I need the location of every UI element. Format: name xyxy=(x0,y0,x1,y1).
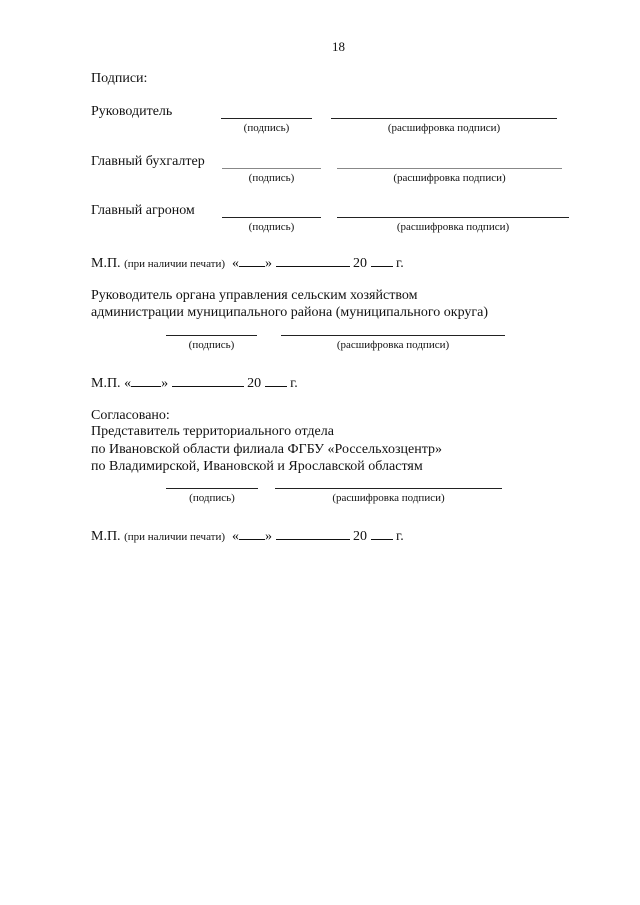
role-head-label: Руководитель xyxy=(91,104,173,119)
year-blank xyxy=(371,527,393,540)
year-blank xyxy=(265,374,287,387)
agreed-decode-caption: (расшифровка подписи) xyxy=(332,492,445,504)
agency-decode-caption: (расшифровка подписи) xyxy=(336,339,450,351)
head-signature-line xyxy=(221,118,312,119)
agency-head-line-1: Руководитель органа управления сельским хозяйством xyxy=(91,288,418,303)
agreed-line-3: по Владимирской, Ивановской и Ярославской областям xyxy=(91,459,423,474)
accountant-decode-caption: (расшифровка подписи) xyxy=(393,172,506,184)
accountant-decode-line xyxy=(337,168,562,169)
year-blank xyxy=(371,254,393,267)
day-blank xyxy=(239,254,265,267)
role-accountant-label: Главный бухгалтер xyxy=(91,154,205,169)
stamp-line-2 xyxy=(91,374,298,391)
mp-label: М.П. xyxy=(91,529,121,544)
agency-signature-caption: (подпись) xyxy=(188,339,235,351)
mp-label: М.П. xyxy=(91,256,121,271)
agency-head-line-2: администрации муниципального района (муниципального округа) xyxy=(91,305,489,320)
accountant-signature-line xyxy=(222,168,321,169)
signatures-heading: Подписи: xyxy=(91,71,148,86)
quote-open: « xyxy=(124,376,132,391)
seal-note: (при наличии печати) xyxy=(124,258,226,270)
head-decode-caption: (расшифровка подписи) xyxy=(387,122,501,134)
agronomist-signature-line xyxy=(222,217,321,218)
agency-decode-line xyxy=(281,335,505,336)
year-suffix: г. xyxy=(396,529,404,544)
stamp-line-1 xyxy=(91,254,404,271)
year-suffix: г. xyxy=(290,376,298,391)
mp-label: М.П. xyxy=(91,376,121,391)
quote-close: » xyxy=(265,256,273,271)
stamp-line-3 xyxy=(91,527,404,544)
agreed-line-2: по Ивановской области филиала ФГБУ «Россельхозцентр» xyxy=(91,442,443,457)
agency-signature-line xyxy=(166,335,257,336)
agronomist-decode-line xyxy=(337,217,569,218)
page-number: 18 xyxy=(332,39,345,54)
head-decode-line xyxy=(331,118,557,119)
agronomist-decode-caption: (расшифровка подписи) xyxy=(396,221,510,233)
year-prefix: 20 xyxy=(247,376,262,391)
month-blank xyxy=(276,527,350,540)
quote-open: « xyxy=(232,529,240,544)
agreed-signature-line xyxy=(166,488,258,489)
quote-close: » xyxy=(161,376,169,391)
agreed-signature-caption: (подпись) xyxy=(189,492,235,504)
quote-open: « xyxy=(232,256,240,271)
day-blank xyxy=(131,374,161,387)
agreed-heading: Согласовано: xyxy=(91,408,170,423)
head-signature-caption: (подпись) xyxy=(243,122,290,134)
day-blank xyxy=(239,527,265,540)
month-blank xyxy=(172,374,244,387)
role-agronomist-label: Главный агроном xyxy=(91,203,195,218)
accountant-signature-caption: (подпись) xyxy=(248,172,295,184)
quote-close: » xyxy=(265,529,273,544)
year-prefix: 20 xyxy=(353,256,368,271)
year-suffix: г. xyxy=(396,256,404,271)
agronomist-signature-caption: (подпись) xyxy=(248,221,295,233)
year-prefix: 20 xyxy=(353,529,368,544)
agreed-decode-line xyxy=(275,488,502,489)
month-blank xyxy=(276,254,350,267)
agreed-line-1: Представитель территориального отдела xyxy=(91,424,334,439)
seal-note: (при наличии печати) xyxy=(124,531,226,543)
